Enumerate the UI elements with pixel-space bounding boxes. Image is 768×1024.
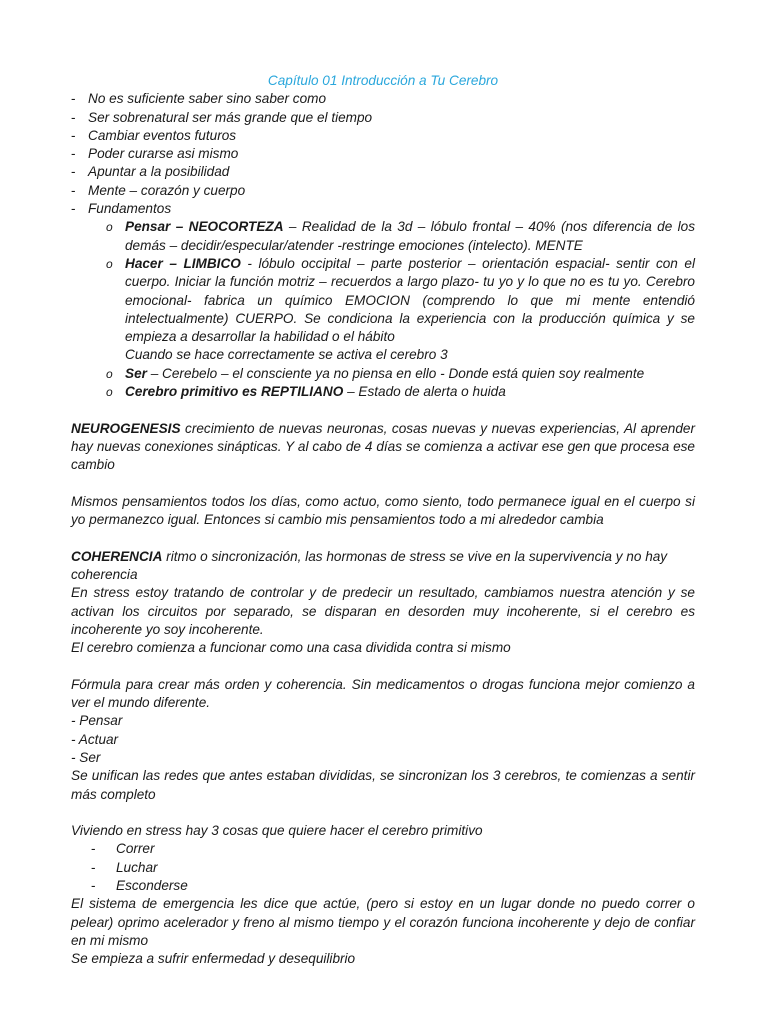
list-item bbox=[71, 109, 695, 127]
fundamento-text: – Cerebelo – el consciente ya no piensa en ello - Donde está quien soy realmente bbox=[146, 365, 645, 381]
formula-item: - Ser bbox=[71, 749, 101, 765]
stress-list bbox=[71, 840, 695, 895]
neurogenesis-heading: NEUROGENESIS bbox=[71, 420, 181, 436]
paragraph-gap bbox=[71, 658, 695, 676]
dash-marker: - bbox=[71, 164, 76, 180]
fundamento-heading: Hacer – LIMBICO bbox=[125, 255, 241, 271]
list-item bbox=[71, 182, 695, 200]
dash-marker: - bbox=[91, 859, 96, 875]
mismos-pensamientos-paragraph: Mismos pensamientos todos los días, como actuo, como siento, todo permanece igual en el cuerpo si yo permanezco igual. Entonces si cambio mis pensamientos todo a mi alrededor cambia bbox=[71, 493, 695, 528]
fundamento-item bbox=[71, 365, 695, 383]
coherencia-paragraph: En stress estoy tratando de controlar y de predecir un resultado, cambiamos nuestra atención y se activan los circuitos por separado, se disparan en desorden muy incoherente, si el cerebro es incoherente yo soy incoherente. bbox=[71, 585, 695, 637]
formula-intro: Fórmula para crear más orden y coherencia. Sin medicamentos o drogas funciona mejor comienzo a ver el mundo diferente. bbox=[71, 676, 695, 711]
list-item-text: Mente – corazón y cuerpo bbox=[88, 182, 246, 198]
dash-marker: - bbox=[71, 201, 76, 217]
dash-marker: - bbox=[91, 878, 96, 894]
circle-bullet-icon: o bbox=[106, 385, 113, 400]
list-item-text: Esconderse bbox=[116, 878, 188, 894]
fundamento-heading: Ser bbox=[125, 365, 147, 381]
list-item-text: No es suficiente saber sino saber como bbox=[88, 91, 327, 107]
fundamentos-list bbox=[71, 218, 695, 401]
fundamento-item bbox=[71, 255, 695, 365]
formula-item: - Pensar bbox=[71, 713, 123, 729]
fundamento-item bbox=[71, 218, 695, 255]
dash-marker: - bbox=[91, 841, 96, 857]
fundamento-extra-text: Cuando se hace correctamente se activa el cerebro 3 bbox=[125, 347, 448, 363]
list-item-text: Ser sobrenatural ser más grande que el tiempo bbox=[88, 109, 373, 125]
list-item bbox=[71, 200, 695, 218]
fundamento-text: – Estado de alerta o huida bbox=[343, 384, 506, 400]
coherencia-text: ritmo o sincronización, las hormonas de stress se vive en la supervivencia y no hay coherencia bbox=[71, 548, 668, 583]
stress-outro: El sistema de emergencia les dice que actúe, (pero si estoy en un lugar donde no puedo correr o pelear) oprimo acelerador y freno al mismo tiempo y el corazón funciona incoherente y dejo de confiar en mi mismo bbox=[71, 896, 695, 948]
fundamento-heading: Cerebro primitivo es REPTILIANO bbox=[125, 384, 344, 400]
paragraph-gap bbox=[71, 804, 695, 822]
fundamento-heading: Pensar – NEOCORTEZA bbox=[125, 219, 284, 235]
list-item bbox=[71, 145, 695, 163]
list-item-text: Fundamentos bbox=[88, 201, 172, 217]
document-content bbox=[71, 72, 695, 969]
formula-item: - Actuar bbox=[71, 731, 119, 747]
intro-list bbox=[71, 90, 695, 218]
list-item-text: Poder curarse asi mismo bbox=[88, 146, 239, 162]
list-item bbox=[71, 90, 695, 108]
dash-marker: - bbox=[71, 182, 76, 198]
dash-marker: - bbox=[71, 109, 76, 125]
coherencia-heading-line bbox=[71, 548, 695, 585]
list-item bbox=[71, 163, 695, 181]
fundamento-text: – Realidad de la 3d – lóbulo frontal – 40% (nos diferencia de los demás – decidir/especular/atender -restringe emociones (intelecto). MENTE bbox=[125, 219, 695, 253]
circle-bullet-icon: o bbox=[106, 256, 113, 271]
list-item bbox=[71, 877, 695, 895]
stress-last-line: Se empieza a sufrir enfermedad y desequilibrio bbox=[71, 951, 356, 967]
list-item-text: Luchar bbox=[116, 859, 158, 875]
fundamento-item bbox=[71, 383, 695, 401]
list-item bbox=[71, 840, 695, 858]
paragraph-gap bbox=[71, 401, 695, 419]
paragraph-gap bbox=[71, 475, 695, 493]
paragraph-gap bbox=[71, 529, 695, 547]
formula-outro: Se unifican las redes que antes estaban divididas, se sincronizan los 3 cerebros, te comienzas a sentir más completo bbox=[71, 768, 695, 802]
circle-bullet-icon: o bbox=[106, 220, 113, 235]
list-item bbox=[71, 859, 695, 877]
neurogenesis-text: crecimiento de nuevas neuronas, cosas nuevas y nuevas experiencias, Al aprender hay nuevas conexiones sinápticas. Y al cabo de 4 días se comienza a activar ese gen que procesa ese cambio bbox=[71, 420, 695, 473]
fundamento-text: - lóbulo occipital – parte posterior – orientación espacial- sentir con el cuerpo. Iniciar la función motriz – recuerdos a largo plazo- tu yo y lo que no es tu yo. Cerebro emocional- fabrica un químico EMOCION (comprendo lo que mi mente entendió intelectualmente) CUERPO. Se condiciona la experiencia con la producción química y se empieza a desarrollar la habilidad o el hábito bbox=[125, 255, 695, 345]
list-item-text: Correr bbox=[116, 841, 155, 857]
coherencia-closing: El cerebro comienza a funcionar como una casa dividida contra si mismo bbox=[71, 640, 511, 656]
neurogenesis-paragraph bbox=[71, 420, 695, 475]
list-item bbox=[71, 127, 695, 145]
list-item-text: Apuntar a la posibilidad bbox=[88, 164, 230, 180]
chapter-title: Capítulo 01 Introducción a Tu Cerebro bbox=[267, 73, 499, 88]
circle-bullet-icon: o bbox=[106, 366, 113, 381]
list-item-text: Cambiar eventos futuros bbox=[88, 127, 237, 143]
dash-marker: - bbox=[71, 146, 76, 162]
dash-marker: - bbox=[71, 91, 76, 107]
dash-marker: - bbox=[71, 127, 76, 143]
stress-intro: Viviendo en stress hay 3 cosas que quiere hacer el cerebro primitivo bbox=[71, 823, 483, 839]
coherencia-heading: COHERENCIA bbox=[71, 548, 163, 564]
